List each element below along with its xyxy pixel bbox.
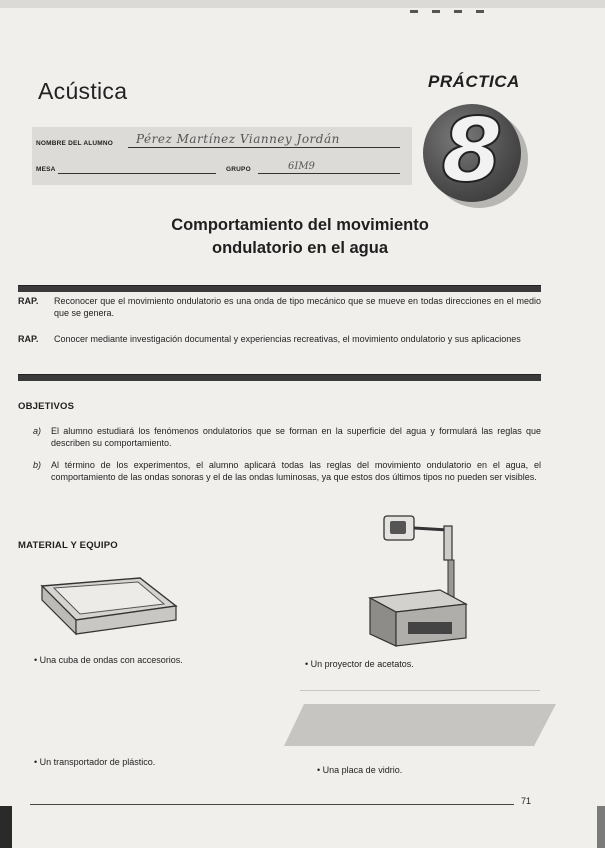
practice-label: PRÁCTICA [428, 72, 520, 91]
footer-rule [30, 804, 514, 805]
student-name-value: Pérez Martínez Vianney Jordán [136, 132, 340, 146]
ripple-tank-illustration [36, 572, 182, 636]
materials-heading: MATERIAL Y EQUIPO [18, 540, 118, 551]
scan-edge-right [597, 806, 605, 848]
faint-line [300, 690, 540, 691]
practice-number-badge [423, 99, 521, 202]
objective-label: a) [33, 426, 42, 436]
rap-label: RAP. [18, 296, 39, 306]
page-number: 71 [521, 796, 532, 806]
material-item: • Una placa de vidrio. [317, 765, 403, 775]
overhead-projector-illustration [362, 512, 472, 654]
objective-label: b) [33, 460, 42, 470]
divider-top [18, 285, 541, 292]
objective-text: El alumno estudiará los fenómenos ondulatorios que se forman en la superficie del agua y formulará las reglas que describen su comportamiento. [51, 426, 541, 448]
rap-text: Conocer mediante investigación documental y experiencias recreativas, el movimiento ondulatorio y sus aplicaciones [54, 334, 521, 344]
material-text: Un transportador de plástico. [39, 757, 156, 767]
student-name-label: NOMBRE DEL ALUMNO [36, 140, 114, 147]
student-form [32, 127, 412, 185]
rap-text: Reconocer que el movimiento ondulatorio es una onda de tipo mecánico que se mueve en todas direcciones en el medio que se genera. [54, 296, 541, 318]
table-line [58, 173, 216, 174]
scan-edge-left [0, 806, 12, 848]
divider-middle [18, 374, 541, 381]
table-label: MESA [36, 166, 56, 173]
objective-item [33, 460, 541, 483]
practice-title [100, 214, 500, 260]
material-text: Una placa de vidrio. [322, 765, 403, 775]
group-line [258, 173, 400, 174]
title-line-1: Comportamiento del movimiento [171, 216, 429, 234]
glass-plate-illustration [282, 702, 558, 748]
objectives-heading: OBJETIVOS [18, 401, 75, 412]
objective-item [33, 426, 541, 449]
rap-label: RAP. [18, 334, 39, 344]
material-text: Una cuba de ondas con accesorios. [39, 655, 183, 665]
group-value: 6IM9 [288, 161, 315, 172]
top-marks [410, 0, 530, 4]
practice-number: 8 [441, 99, 503, 202]
title-line-2: ondulatorio en el agua [211, 239, 388, 257]
student-name-line [128, 147, 400, 148]
material-text: Un proyector de acetatos. [310, 659, 414, 669]
subject-title: Acústica [38, 78, 128, 104]
objective-text: Al término de los experimentos, el alumno aplicará todas las reglas del movimiento ondulatorio en el agua, el comportamiento de las ondas sonoras y el de las ondas luminosas, ya que estos dos últimos tipos no pueden ser visibles. [51, 460, 541, 482]
rap-item [18, 334, 541, 346]
material-item: • Un transportador de plástico. [34, 757, 156, 767]
rap-item [18, 296, 541, 319]
material-item: • Una cuba de ondas con accesorios. [34, 655, 183, 665]
group-label: GRUPO [226, 166, 251, 173]
material-item: • Un proyector de acetatos. [305, 659, 414, 669]
